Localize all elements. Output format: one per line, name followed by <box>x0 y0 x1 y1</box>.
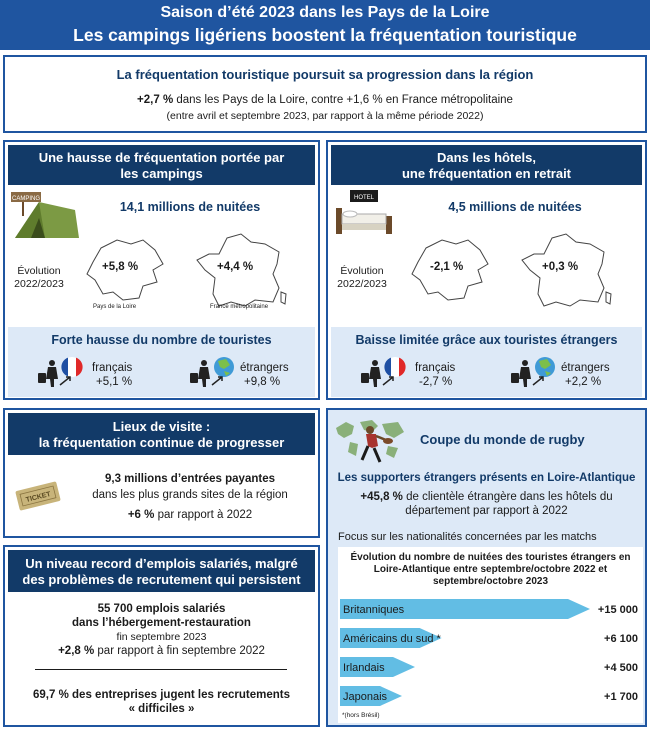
intro-stat <box>5 93 645 107</box>
rugby-chart-footnote: *(hors Brésil) <box>342 712 380 719</box>
hotels-french-traveler-icon <box>359 355 407 389</box>
jobs-growth-text: par rapport à fin septembre 2022 <box>97 645 265 657</box>
ticket-text: TICKET <box>25 491 52 504</box>
visits-growth-text: par rapport à 2022 <box>157 509 253 521</box>
hotel-sign-text: HOTEL <box>353 195 375 201</box>
hotels-foreign-value: +2,2 % <box>565 376 602 388</box>
hotels-france-value: +0,3 % <box>542 261 579 273</box>
jobs-recruit-text: des entreprises jugent les recrutements <box>72 689 290 701</box>
hotels-tourists-title: Baisse limitée grâce aux touristes étrangers <box>355 333 618 347</box>
header-title-line1: Saison d’été 2023 dans les Pays de la Loire <box>160 4 490 21</box>
rugby-chart-area <box>338 547 643 723</box>
campings-panel <box>3 140 320 400</box>
visits-title-line2: la fréquentation continue de progresser <box>38 435 285 450</box>
bar-value-label: +1 700 <box>604 691 638 703</box>
rugby-chart-title-line2: Loire-Atlantique entre septembre/octobre 2022 et <box>373 564 608 575</box>
camping-sign-text: CAMPING <box>11 196 41 202</box>
hotels-french-label: français <box>415 362 456 374</box>
hotels-french-value: -2,7 % <box>419 376 453 388</box>
jobs-title <box>8 550 315 592</box>
hotels-panel <box>326 140 647 400</box>
bar-category-label: Japonais <box>343 691 388 703</box>
rugby-focus: Focus sur les nationalités concernées par les matchs <box>338 531 597 543</box>
rugby-title: Coupe du monde de rugby <box>420 432 585 447</box>
jobs-recruit-value: 69,7 % <box>33 689 69 701</box>
bar-category-label: Britanniques <box>343 604 405 616</box>
visits-title <box>8 413 315 455</box>
campings-french-label: français <box>92 362 133 374</box>
jobs-line1: 55 700 emplois salariés <box>97 603 226 615</box>
hotels-evolution-label <box>336 265 388 291</box>
visits-title-line1: Lieux de visite : <box>112 419 211 434</box>
rugby-chart-title <box>338 552 643 588</box>
visits-line3 <box>65 508 315 522</box>
rugby-stat-line2: département par rapport à 2022 <box>405 505 568 517</box>
hotels-evolution-line2: 2022/2023 <box>337 278 387 290</box>
tent-icon <box>9 190 81 242</box>
bar-category-label: Irlandais <box>343 662 385 674</box>
campings-region-value: +5,8 % <box>102 261 139 273</box>
jobs-line3: fin septembre 2023 <box>116 631 207 643</box>
campings-french-value: +5,1 % <box>96 376 133 388</box>
jobs-panel <box>3 545 320 727</box>
campings-evolution-label <box>13 265 65 291</box>
campings-foreign-label: étrangers <box>240 362 289 374</box>
jobs-title-line2: des problèmes de recrutement qui persistent <box>22 572 301 587</box>
hotels-nights: 4,5 millions de nuitées <box>448 200 582 214</box>
campings-france-value: +4,4 % <box>217 261 254 273</box>
rugby-stat <box>328 490 645 504</box>
hotels-foreign-traveler-icon <box>509 355 557 389</box>
visits-line1: 9,3 millions d’entrées payantes <box>104 473 275 485</box>
visits-panel <box>3 408 320 538</box>
hotels-evolution-line1: Évolution <box>340 265 384 277</box>
intro-stat-text: dans les Pays de la Loire, contre +1,6 % en France métropolitaine <box>176 94 513 106</box>
intro-title: La fréquentation touristique poursuit sa progression dans la région <box>116 67 534 82</box>
hotels-region-value: -2,1 % <box>430 261 464 273</box>
bar-value-label: +6 100 <box>604 633 638 645</box>
jobs-growth-value: +2,8 % <box>58 645 95 657</box>
campings-region-label: Pays de la Loire <box>93 304 137 310</box>
foreign-traveler-icon <box>188 355 236 389</box>
hotels-title-line1: Dans les hôtels, <box>437 150 536 165</box>
jobs-line2: dans l’hébergement-restauration <box>72 617 251 629</box>
rugby-chart-title-line3: septembre/octobre 2023 <box>432 576 549 587</box>
campings-title-line2: les campings <box>120 166 203 181</box>
campings-title-line1: Une hausse de fréquentation portée par <box>38 150 285 165</box>
visits-growth-value: +6 % <box>127 509 155 521</box>
ticket-icon <box>13 478 63 514</box>
rugby-stat-text: de clientèle étrangère dans les hôtels du <box>406 491 613 503</box>
jobs-line6: « difficiles » <box>128 703 195 715</box>
jobs-line4 <box>5 644 318 658</box>
campings-foreign-value: +9,8 % <box>244 376 281 388</box>
intro-stat-value: +2,7 % <box>137 94 174 106</box>
campings-tourists-panel <box>8 327 315 397</box>
rugby-subtitle: Les supporters étrangers présents en Loire-Atlantique <box>337 472 636 484</box>
rugby-stat-value: +45,8 % <box>360 491 403 503</box>
campings-tourists-title: Forte hausse du nombre de touristes <box>51 333 272 347</box>
rugby-player-world-icon <box>332 416 408 468</box>
bar-value-label: +4 500 <box>604 662 638 674</box>
intro-note: (entre avril et septembre 2023, par rapport à la même période 2022) <box>166 110 484 122</box>
french-traveler-icon <box>36 355 84 389</box>
rugby-chart-title-line1: Évolution du nombre de nuitées des touristes étrangers en <box>350 552 631 563</box>
visits-line2: dans les plus grands sites de la région <box>92 489 288 501</box>
bar-value-label: +15 000 <box>597 604 638 616</box>
rugby-panel <box>326 408 647 727</box>
jobs-title-line1: Un niveau record d’emplois salariés, malgré <box>25 556 298 571</box>
bar-category-label: Américains du sud * <box>343 633 441 645</box>
campings-evolution-line2: 2022/2023 <box>14 278 64 290</box>
hotels-title-line2: une fréquentation en retrait <box>401 166 572 181</box>
nationalities-bar-chart <box>338 595 643 713</box>
hotel-bed-icon <box>334 188 394 238</box>
hotels-title <box>331 145 642 185</box>
campings-nights: 14,1 millions de nuitées <box>119 200 261 214</box>
hotels-foreign-label: étrangers <box>561 362 610 374</box>
jobs-divider <box>35 669 287 670</box>
campings-france-label: France métropolitaine <box>210 304 269 310</box>
header-title-line2: Les campings ligériens boostent la fréquentation touristique <box>73 25 577 45</box>
jobs-line5 <box>5 688 318 702</box>
header-banner <box>0 0 650 50</box>
campings-title <box>8 145 315 185</box>
intro-panel <box>3 55 647 133</box>
hotels-tourists-panel <box>331 327 642 397</box>
campings-evolution-line1: Évolution <box>17 265 61 277</box>
